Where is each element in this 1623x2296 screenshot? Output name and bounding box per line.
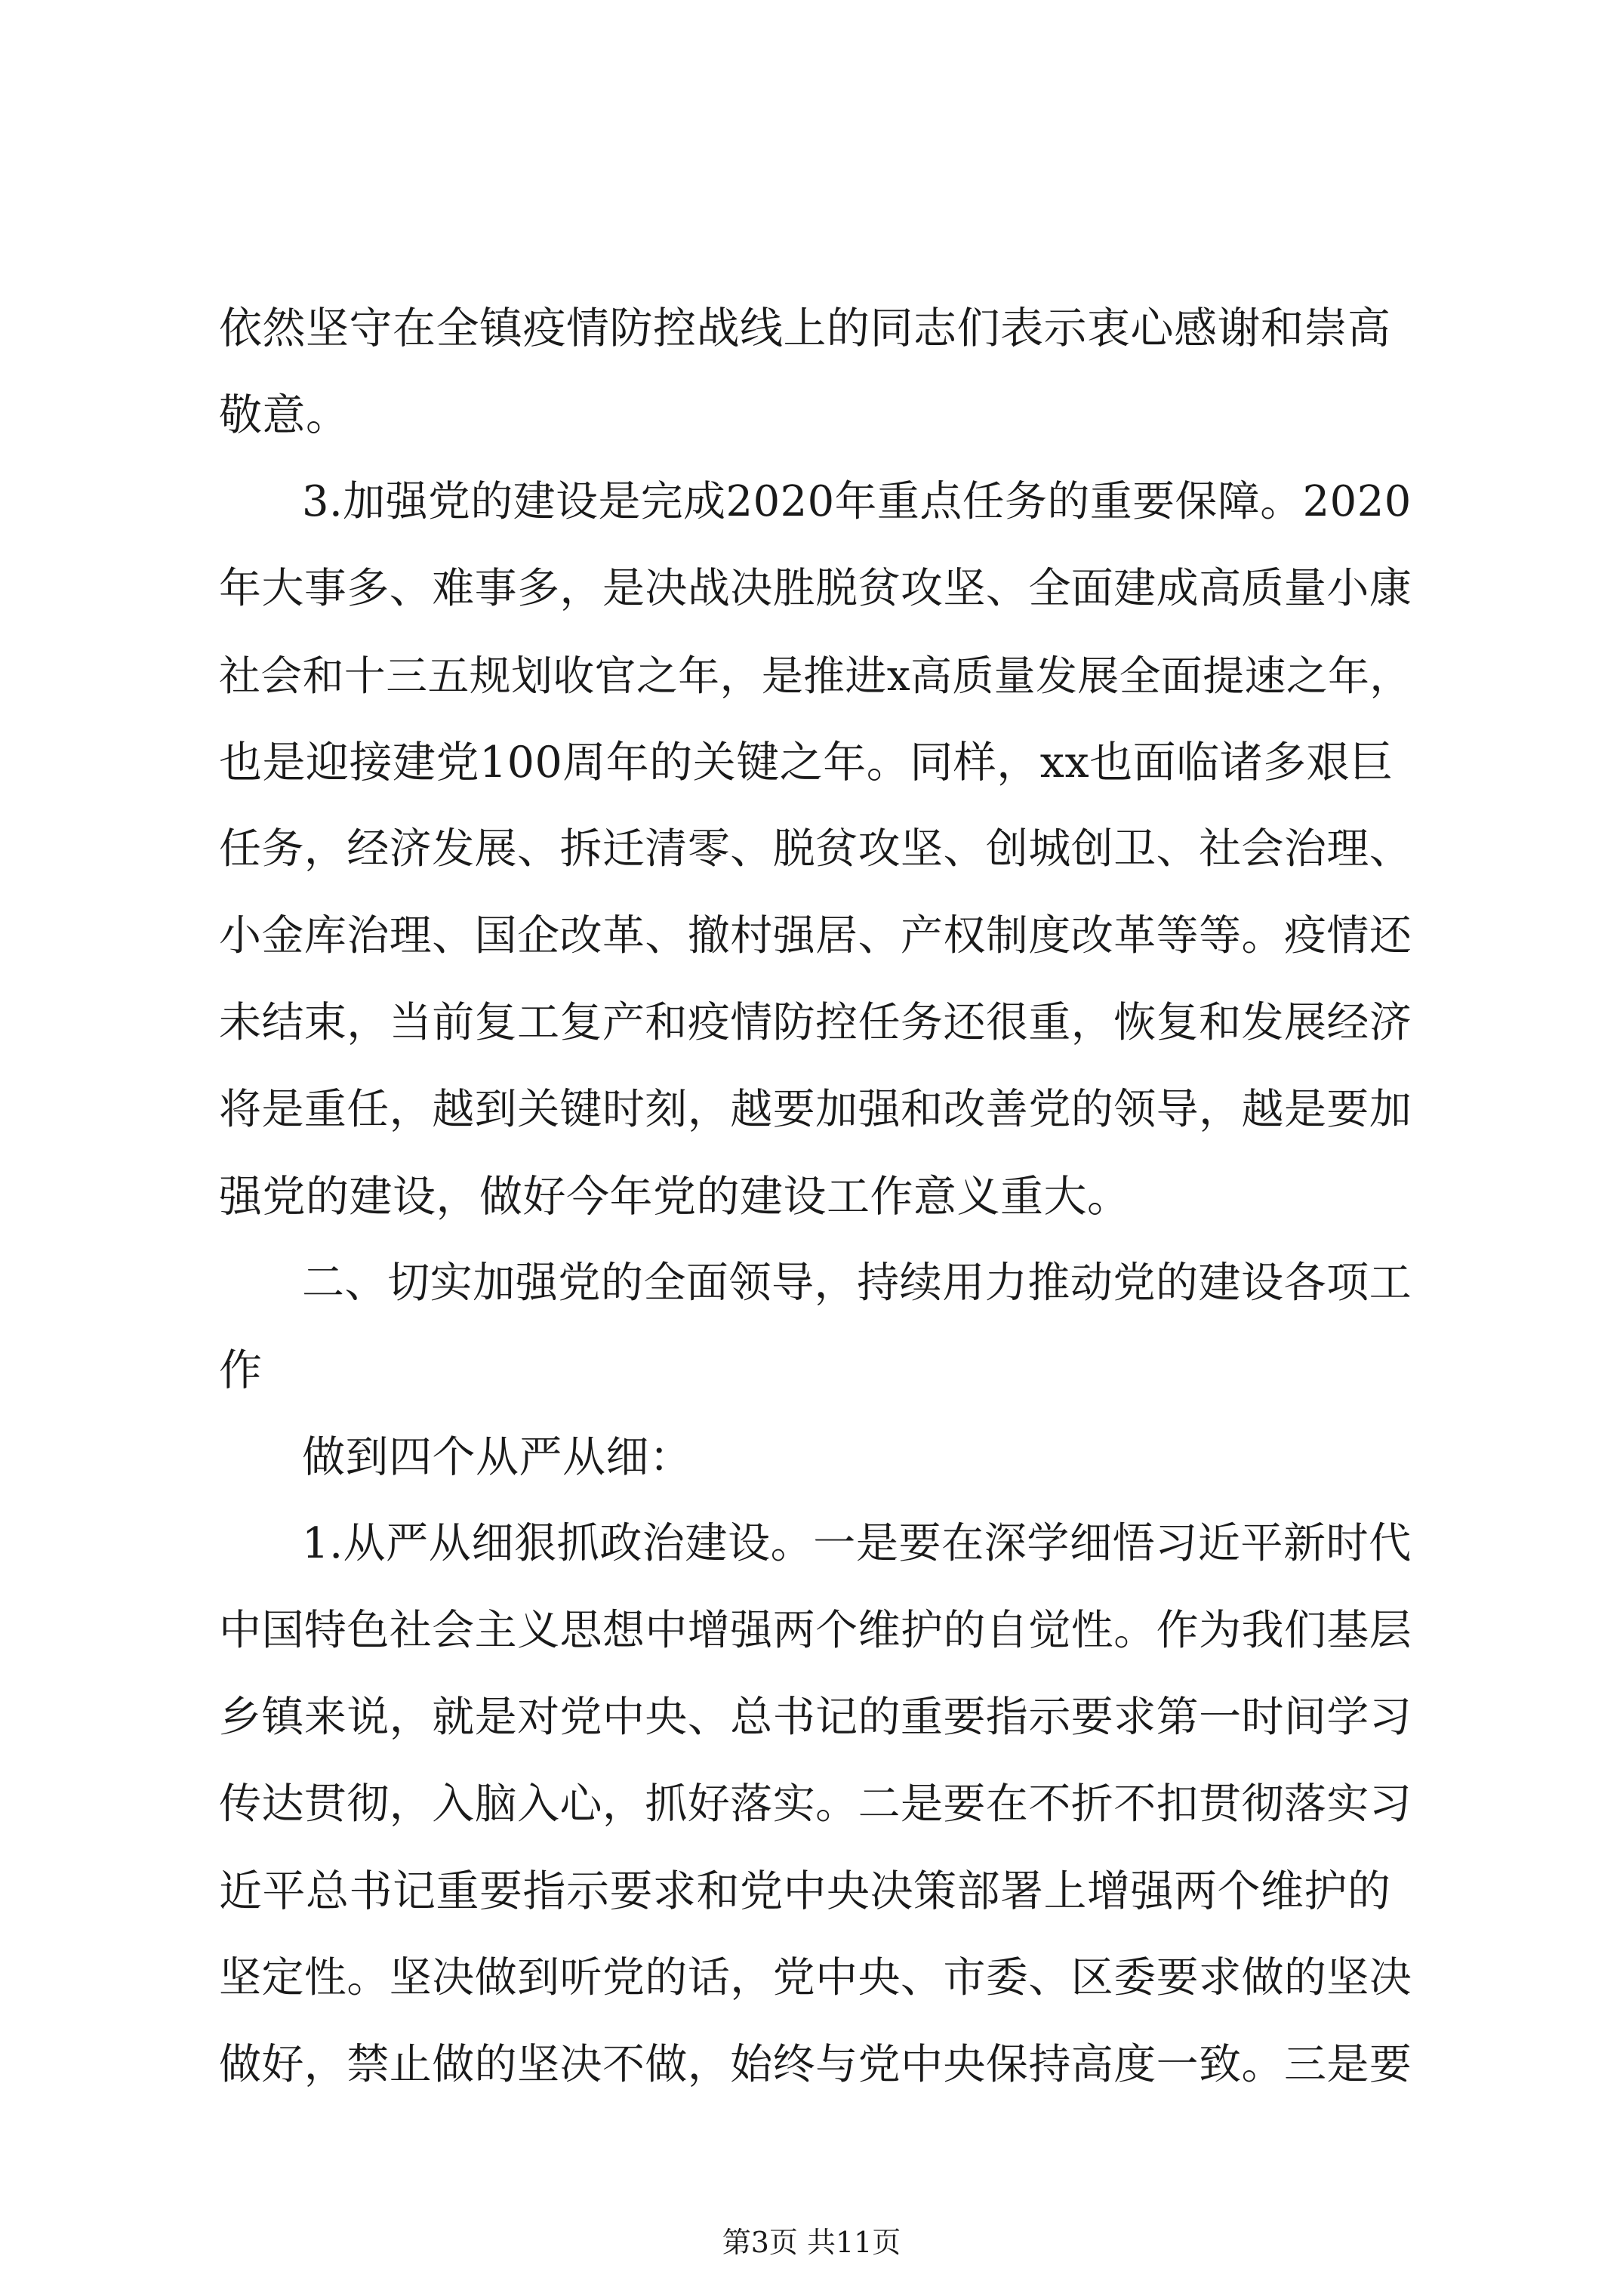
line-text: 传达贯彻，入脑入心，抓好落实。二是要在不折不扣贯彻落实习 — [219, 1780, 1412, 1829]
line-text: 未结束，当前复工复产和疫情防控任务还很重，恢复和发展经济 — [219, 998, 1412, 1047]
section-heading-text: 作 — [219, 1345, 263, 1395]
line-text: 也是迎接建党100周年的关键之年。同样，xx也面临诸多艰巨 — [219, 738, 1394, 787]
line-text: 社会和十三五规划收官之年，是推进x高质量发展全面提速之年， — [219, 652, 1412, 700]
text-line — [0, 804, 1623, 895]
text-line — [0, 544, 1623, 634]
line-text: 1.从严从细狠抓政治建设。一是要在深学细悟习近平新时代 — [302, 1519, 1412, 1568]
section-heading-line — [0, 1325, 1623, 1416]
line-text: 中国特色社会主义思想中增强两个维护的自觉性。作为我们基层 — [219, 1606, 1412, 1655]
text-line — [0, 891, 1623, 982]
text-line — [0, 1151, 1623, 1242]
text-line — [0, 717, 1623, 808]
line-text: 将是重任，越到关键时刻，越要加强和改善党的领导，越是要加 — [219, 1085, 1412, 1134]
line-text: 近平总书记重要指示要求和党中央决策部署上增强两个维护的 — [219, 1866, 1391, 1916]
line-text: 年大事多、难事多，是决战决胜脱贫攻坚、全面建成高质量小康 — [219, 564, 1412, 613]
text-line — [0, 1672, 1623, 1763]
line-text: 坚定性。坚决做到听党的话，党中央、市委、区委要求做的坚决 — [219, 1953, 1412, 2002]
text-line — [0, 630, 1623, 721]
page-footer: 第3页 共11页 — [722, 2226, 901, 2259]
text-line — [0, 2020, 1623, 2110]
line-text: 做到四个从严从细： — [302, 1432, 693, 1482]
text-line — [0, 283, 1623, 374]
text-line — [0, 978, 1623, 1068]
line-text: 依然坚守在全镇疫情防控战线上的同志们表示衷心感谢和崇高 — [219, 304, 1391, 353]
line-text: 强党的建设，做好今年党的建设工作意义重大。 — [219, 1172, 1131, 1222]
section-heading-text: 二、切实加强党的全面领导，持续用力推动党的建设各项工 — [302, 1259, 1412, 1308]
text-line — [0, 1412, 1623, 1502]
text-line — [0, 1933, 1623, 2023]
line-text: 任务，经济发展、拆迁清零、脱贫攻坚、创城创卫、社会治理、 — [219, 824, 1412, 874]
text-line — [0, 1499, 1623, 1589]
text-line — [0, 1586, 1623, 1676]
line-text: 小金库治理、国企改革、撤村强居、产权制度改革等等。疫情还 — [219, 911, 1412, 960]
text-line — [0, 1759, 1623, 1850]
line-text: 乡镇来说，就是对党中央、总书记的重要指示要求第一时间学习 — [219, 1693, 1412, 1742]
line-text: 做好，禁止做的坚决不做，始终与党中央保持高度一致。三是要 — [219, 2040, 1412, 2089]
line-text: 3.加强党的建设是完成2020年重点任务的重要保障。2020 — [302, 477, 1412, 526]
text-line — [0, 1846, 1623, 1937]
text-line — [0, 1065, 1623, 1155]
line-text: 敬意。 — [219, 390, 350, 440]
text-line — [0, 370, 1623, 461]
section-heading-line — [0, 1238, 1623, 1329]
text-line — [0, 457, 1623, 547]
